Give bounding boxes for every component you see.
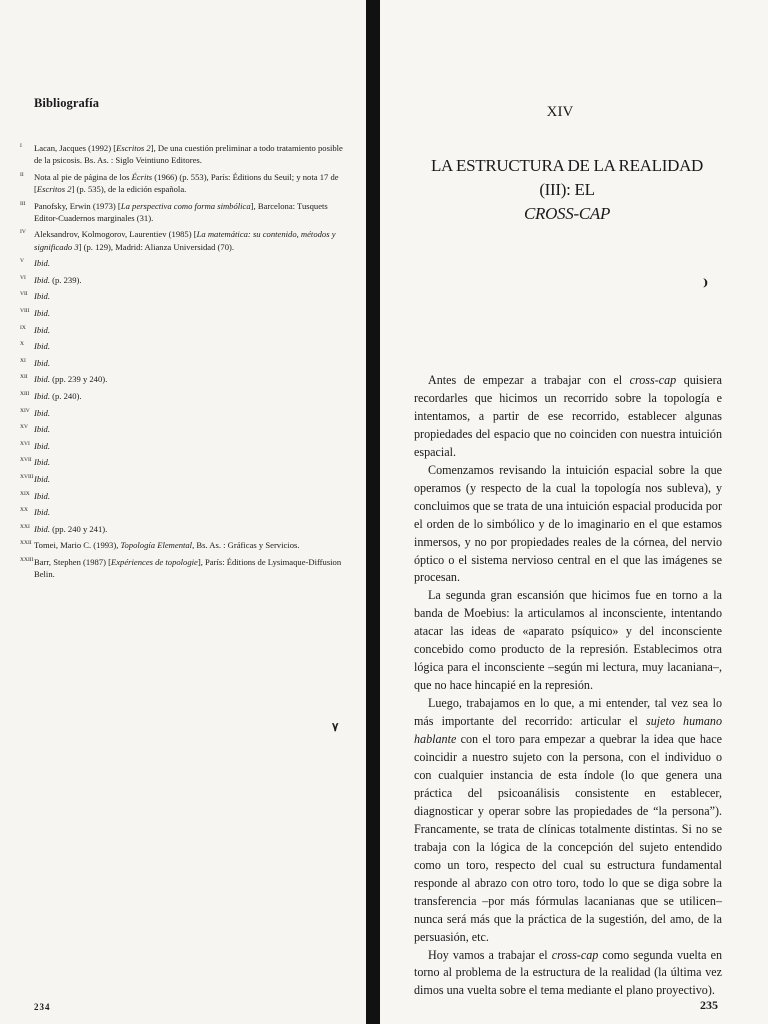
text-run: ], Barcelona: Tusquets Editor-Cuadernos marginales (31). xyxy=(34,200,328,223)
bibliography-entry-text xyxy=(34,357,350,369)
bibliography-entry xyxy=(20,490,350,502)
italic-text: Ibid. xyxy=(34,473,50,484)
bibliography-entry-text xyxy=(34,142,350,166)
bibliography-entry xyxy=(20,171,350,195)
body-paragraph xyxy=(414,695,722,946)
book-spine xyxy=(366,0,380,1024)
italic-text: Escritos 2 xyxy=(36,184,72,194)
italic-text: Ibid. xyxy=(34,390,50,401)
italic-text: Ibid. xyxy=(34,324,50,335)
bibliography-entry-text xyxy=(34,523,350,535)
text-run: (pp. 239 y 240). xyxy=(50,374,108,385)
text-run: quisiera recordarles que hicimos un recorrido sobre la topología e intentamos, a partir de ese recorrido, establecer algunas propiedades del espacio que no coinciden con nuestra intuición espacial. xyxy=(414,373,722,459)
italic-text: Ibid. xyxy=(34,523,50,534)
bibliography-entry-number: XVII xyxy=(20,457,32,464)
italic-text: Ibid. xyxy=(34,424,50,435)
text-run: (p. 239). xyxy=(50,274,82,285)
text-run: Nota al pie de página de los xyxy=(34,171,132,182)
bibliography-entry xyxy=(20,423,350,435)
text-run: (p. 240). xyxy=(50,390,82,401)
italic-text: Ibid. xyxy=(34,274,50,285)
italic-text: Ibid. xyxy=(34,457,50,468)
bibliography-entry-text xyxy=(34,390,350,402)
italic-text: sujeto humano hablante xyxy=(414,714,722,747)
text-run: ], De una cuestión preliminar a todo tratamiento posible de la psicosis. Bs. As. : Siglo Veintiuno Editores. xyxy=(34,143,343,166)
bibliography-entry-number: XX xyxy=(20,507,28,514)
italic-text: Écrits xyxy=(131,171,153,182)
text-run: Hoy vamos a trabajar el xyxy=(428,947,552,962)
italic-text: La matemática: su contenido, métodos y significado 3 xyxy=(34,229,336,252)
italic-text: Topología Elemental xyxy=(120,540,193,551)
bibliography-entry xyxy=(20,407,350,419)
bibliography-entry-text xyxy=(34,423,350,435)
bibliography-entry xyxy=(20,390,350,402)
bibliography-entry xyxy=(20,506,350,518)
body-paragraph xyxy=(414,587,722,695)
text-run: Comenzamos revisando la intuición espacial sobre la que operamos (y respecto de la cual la topología nos subleva), y concluimos que se trata de una intuición espacial producida por el orden de lo simbólico y de lo imaginario en el que estamos inmersos, y no por propiedades reales de la córnea, del nervio óptico o el sistema nervioso central en el que las imágenes se procesan. xyxy=(414,462,722,585)
bibliography-entry-number: V xyxy=(20,258,24,265)
bibliography-entry-number: XXIII xyxy=(20,556,34,563)
bibliography-entry-number: IX xyxy=(20,324,26,331)
italic-text: Ibid. xyxy=(34,341,50,352)
bibliography-entry xyxy=(20,523,350,535)
bibliography-entry-number: IV xyxy=(20,229,26,236)
bibliography-entry-text xyxy=(34,200,350,224)
italic-text: Ibid. xyxy=(34,407,50,418)
bibliography-entry-number: XXII xyxy=(20,540,32,547)
bibliography-entry-text xyxy=(34,456,350,468)
italic-text: Expériences de topologie xyxy=(110,556,198,567)
bibliography-entry-number: II xyxy=(20,171,24,178)
text-run: con el toro para empezar a quebrar la idea que hace coincidir a nuestro sujeto con la persona, con el individuo o con cualquier instancia de esta índole (lo que genera una práctica del psicoanálisis consistente en establecer, diagnosticar y operar sobre las propiedades de “la persona”). Francamente, se trata de clínicas totalmente distintas. Si no se trabaja con la lógica de la concepción del sujeto entendido como un toro, respecto del cual su estructura fundamental responde al abrazo con otro toro, todo lo que se diga sobre la transferencia –por más fórmulas lacanianas que se utilicen– nunca será más que la práctica de la sugestión, del amo, de la persuasión, etc. xyxy=(414,732,722,944)
bibliography-entry-text xyxy=(34,506,350,518)
margin-mark-right: ⁾ xyxy=(703,276,709,296)
bibliography-entry-number: XIV xyxy=(20,407,30,414)
text-run: como segunda vuelta en torno al problema de la estructura de la realidad (la última vez dimos una vuelta sobre el tema mediante el plano proyectivo). xyxy=(414,947,722,998)
bibliography-entry xyxy=(20,539,350,551)
italic-text: Ibid. xyxy=(34,258,50,269)
bibliography-entry-text xyxy=(34,556,350,580)
bibliography-entry-number: XV xyxy=(20,424,28,431)
bibliography-entry-number: XIX xyxy=(20,490,30,497)
italic-text: Ibid. xyxy=(34,307,50,318)
bibliography-entry-number: XIII xyxy=(20,390,30,397)
bibliography-entry xyxy=(20,307,350,319)
chapter-body-text xyxy=(414,372,722,1000)
body-paragraph xyxy=(414,947,722,1001)
bibliography-entry-text xyxy=(34,340,350,352)
bibliography-entry xyxy=(20,228,350,252)
bibliography-entry xyxy=(20,290,350,302)
chapter-title-subtitle: CROSS-CAP xyxy=(523,204,611,223)
text-run: ], París: Éditions de Lysimaque-Diffusion Belin. xyxy=(34,556,342,580)
left-page xyxy=(0,0,366,1024)
text-run: Panofsky, Erwin (1973) [ xyxy=(34,200,121,211)
bibliography-entry xyxy=(20,142,350,166)
bibliography-heading: Bibliografía xyxy=(34,96,100,110)
text-run: Aleksandrov, Kolmogorov, Laurentiev (1985) [ xyxy=(34,229,197,240)
bibliography-entry xyxy=(20,373,350,385)
bibliography-entry-number: XVIII xyxy=(20,473,34,480)
italic-text: La perspectiva como forma simbólica xyxy=(120,200,251,211)
bibliography-entry-text xyxy=(34,228,350,252)
bibliography-entry-number: XI xyxy=(20,357,26,364)
margin-mark-left: ٧ xyxy=(332,720,339,734)
text-run: (1966) (p. 553), París: Éditions du Seuil; y nota 17 de [ xyxy=(34,171,339,194)
italic-text: Escritos 2 xyxy=(116,143,151,153)
text-run: La segunda gran escansión que hicimos fue en torno a la banda de Moebius: la articulamos al inconsciente, intentando atacar las ideas de «aparato psíquico» y del inconsciente concebido como producto de la represión. Establecimos otra lógica para el inconsciente –según mi lectura, muy lacaniana–, que no hace hincapié en la represión. xyxy=(414,588,722,693)
text-run: Antes de empezar a trabajar con el xyxy=(428,373,630,387)
bibliography-entry-number: VIII xyxy=(20,307,30,314)
bibliography-entry-text xyxy=(34,274,350,286)
bibliography-entry-text xyxy=(34,257,350,269)
bibliography-entry xyxy=(20,324,350,336)
bibliography-entry-number: XXI xyxy=(20,523,30,530)
bibliography-entry-text xyxy=(34,324,350,336)
bibliography-entry xyxy=(20,200,350,224)
bibliography-entry-number: X xyxy=(20,341,24,348)
text-run: Lacan, Jacques (1992) [ xyxy=(34,143,117,153)
chapter-title xyxy=(422,154,712,226)
bibliography-entry xyxy=(20,357,350,369)
italic-text: Ibid. xyxy=(34,490,50,501)
text-run: ] (p. 129), Madrid: Alianza Universidad (70). xyxy=(78,241,235,252)
bibliography-entry-text xyxy=(34,307,350,319)
bibliography-entry xyxy=(20,440,350,452)
bibliography-entry-text xyxy=(34,171,350,195)
text-run: , Bs. As. : Gráficas y Servicios. xyxy=(192,540,300,551)
bibliography-entry-text xyxy=(34,440,350,452)
bibliography-entry-text xyxy=(34,290,350,302)
bibliography-entry-number: VI xyxy=(20,274,26,281)
bibliography-entry xyxy=(20,257,350,269)
bibliography-entry-text xyxy=(34,490,350,502)
italic-text: Ibid. xyxy=(34,357,50,368)
bibliography-entry-number: XII xyxy=(20,374,28,381)
page-number-left: 234 xyxy=(34,1002,51,1012)
bibliography-entry-text xyxy=(34,407,350,419)
chapter-title-main: LA ESTRUCTURA DE LA REALIDAD (III): EL xyxy=(430,156,704,199)
text-run: Tomei, Mario C. (1993), xyxy=(34,540,121,551)
bibliography-entry-text xyxy=(34,539,350,551)
italic-text: Ibid. xyxy=(34,374,50,385)
chapter-number: XIV xyxy=(546,104,574,120)
bibliography-entry-number: I xyxy=(20,143,22,149)
text-run: (pp. 240 y 241). xyxy=(50,523,108,534)
bibliography-entry xyxy=(20,556,350,580)
bibliography-entry xyxy=(20,456,350,468)
text-run: Barr, Stephen (1987) [ xyxy=(34,556,111,567)
italic-text: Ibid. xyxy=(34,291,50,302)
page-number-right: 235 xyxy=(700,998,718,1012)
italic-text: Ibid. xyxy=(34,440,50,451)
bibliography-entry xyxy=(20,473,350,485)
bibliography-list xyxy=(20,142,350,585)
italic-text: Ibid. xyxy=(34,507,50,518)
bibliography-entry-text xyxy=(34,373,350,385)
bibliography-entry-number: III xyxy=(20,200,26,207)
italic-text: cross-cap xyxy=(629,373,677,387)
text-run: Luego, trabajamos en lo que, a mi entender, tal vez sea lo más importante del recorrido: articular el xyxy=(414,696,722,729)
bibliography-entry xyxy=(20,340,350,352)
bibliography-entry-number: XVI xyxy=(20,440,30,447)
body-paragraph xyxy=(414,462,722,588)
text-run: ] (p. 535), de la edición española. xyxy=(71,184,187,194)
bibliography-entry-number: VII xyxy=(20,291,28,298)
bibliography-entry xyxy=(20,274,350,286)
bibliography-entry-text xyxy=(34,473,350,485)
body-paragraph xyxy=(414,372,722,462)
italic-text: cross-cap xyxy=(551,947,599,962)
